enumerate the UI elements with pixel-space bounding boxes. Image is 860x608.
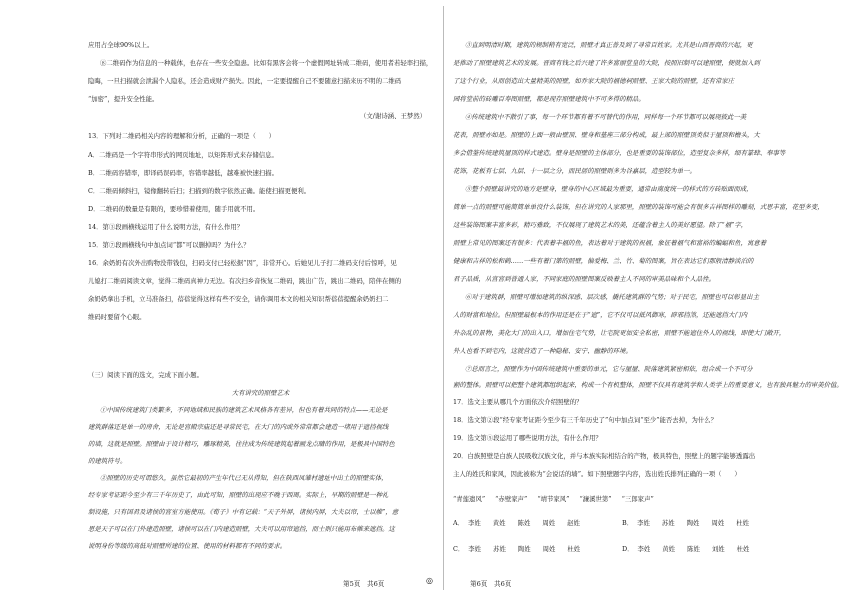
question-16: 维码时要留个心眼。	[88, 313, 146, 321]
article-paragraph: 多会借鉴传统建筑屋顶的样式建造。壁身是照壁的主体部分，也是重要的装饰部位，造型复杂多样，细有篆肆、奉事等	[453, 149, 786, 157]
article-title: 大有讲究的照壁艺术	[231, 389, 290, 397]
question-13: 13．下列对二维码相关内容的理解和分析，正确的一项是（ ）	[88, 132, 276, 140]
article-paragraph: ⑦总而言之，照壁作为中国传统建筑中重要的单元，它与屋屋、院落建筑紧密相依，组合成一个不可分	[465, 365, 753, 373]
source-attribution: （文/谢诗涵、王梦然）	[360, 112, 427, 120]
article-paragraph: 割的整体。照壁可以把整个建筑都组织起来，构成一个有机整体，照壁不仅具有建筑学和人类学上的重要意义，也有独具魅力的审美价值。	[453, 381, 843, 389]
article-paragraph: 花表，照壁亦如是。照壁的上面一般由壁顶、壁身和基座三部分构成，最上部的照壁顶类似于屋顶和檐头，大	[453, 131, 760, 139]
article-paragraph: 君子品质，从宫宫到普通人家，不同家庭的照壁图案反映着主人不同的审美品味和个人品性。	[453, 275, 716, 283]
article-paragraph: 制设施，只有国君及诸侯的宫室方能使用。《荀子》中有记载：“天子外屏，诸侯内屏，大夫以帘，士以帷”，意	[88, 508, 399, 516]
article-paragraph: 是推动了照壁建筑艺术的发展。晋商有钱之后兴建了许多富丽堂皇的大院，按照旧制可以建照壁，便就加入到	[453, 59, 760, 67]
inscription-row	[453, 494, 654, 503]
option-20b: B． 李姓 苏姓 陶姓 周姓 杜姓	[622, 519, 749, 527]
article-paragraph: ⑤整个照壁最讲究的地方是壁身，壁身的中心区域最为重要，通常由南度统一的样式的方砖贴面而成，	[465, 185, 753, 193]
article-paragraph: 人的财富和地位。但照壁最根本的作用还是在于“遮”，它不仅可以抵风御寒，辟邪挡煞，还能遮挡大门内	[453, 311, 748, 319]
option-13d: D．二维码的数量是有限的，要珍惜着使用，随手用就不用。	[88, 205, 260, 213]
question-20: 20．白族照壁是白族人民吸收汉族文化，并与本族实际相结合的产物，极具特色，照壁上的题字能够透露出	[453, 452, 756, 460]
section-heading: （三）阅读下面的选文，完成下面小题。	[88, 371, 204, 379]
article-paragraph: 园将堂前的砖雕百寿图照壁，都是现存照壁建筑中不可多得的精品。	[453, 95, 645, 103]
article-paragraph: 简单一点的照壁可能简简单单没什么装饰，但在讲究的人家那里，照壁的装饰可能会有很多吉祥图样的雕刻，式思丰富，花型多变，	[453, 203, 824, 211]
inscription: “青莲遗风”	[453, 495, 486, 503]
option-13c: C．二维码倾斜扫，镜像翻转后扫；扫描到的数字依然正确。能使扫描更便利。	[88, 187, 311, 195]
article-paragraph: ②照壁的历史可谓悠久，虽然它最初的产生年代已无从得知，但在陕西凤雏村遗址中出土的照壁实体，	[100, 474, 388, 482]
article-paragraph: ①中国传统建筑门类繁多，不同地域和民族的建筑艺术风格各有差异，但也有着共同的特点——无论是	[100, 406, 388, 414]
article-paragraph: 外杂乱的景物，美化大门的出入口，增加住宅气势，让宅院更加安全私密，照壁不能遮住外人的视线，即使大门敞开，	[453, 329, 786, 337]
question-16: 儿媳打二维码阅读文章，觉得二维码真神力无边。有次扫乡音恢复二维码，跳出广告，跳出二维码，陪伴在侧的	[88, 277, 402, 285]
paragraph: 应用占全球90%以上。	[88, 41, 154, 49]
option-20d: D． 李姓 黄姓 陈姓 刘姓 杜姓	[622, 545, 750, 553]
article-paragraph: 说明身份等级的高低对照壁所建的位置、使用的材料都有不同的要求。	[88, 542, 287, 550]
option-13a: A．二维码是一个字符串形式的网页地址，以矩阵形式来存储信息。	[88, 151, 278, 159]
article-paragraph: 健康和吉祥的松和鹤……一些有着门第的照壁，偏爱梅、兰、竹、菊的图案，旨在表达它们那般清静淡泊的	[453, 257, 754, 265]
question-15: 15．第⑦段画横线句中加点词“都”可以删掉吗？为什么？	[88, 241, 250, 249]
option-20c: C． 李姓 苏姓 陶姓 周姓 杜姓	[453, 545, 581, 553]
article-paragraph: ③直到明清时期，建筑的规制稍有宽泛，照壁才真正普及到了寻常百姓家。尤其是山西晋商的兴起，更	[465, 41, 753, 49]
paragraph: ⑧二维码作为信息的一种载体，也存在一些安全隐患。比如有黑客会将一个虚假网址转成二维码，使用者若轻率扫描，	[100, 59, 433, 67]
question-20: 主人的姓氏和家风，因此被称为“会说话的墙”。如下照壁题字内容，选出姓氏排列正确的一项（ ）	[453, 470, 741, 478]
inscription: “濂溪世第”	[579, 495, 612, 503]
paragraph: 隐晦，一旦扫描就会泄漏个人隐私，还会造成财产损失。因此，一定要提醒自己不要随意扫描来历不明的二维码	[88, 77, 402, 85]
article-paragraph: ④传统建筑中不散引了事，每一个环节都有着不可替代的作用，同样每一个环节都可以展现彼此一美	[465, 113, 747, 121]
question-18: 18．选文第②段“经专家考证距今至少有三千年历史了”句中加点词“至少”能否去掉，为什么？	[453, 416, 718, 424]
article-paragraph: 了这个行业，从而创造出大量精美的照壁，如乔家大院的福德祠照壁、王家大院的照壁，还有常家庄	[453, 77, 735, 85]
article-paragraph: 的墙，这就是照壁。照壁由于设计精巧，雕琢精美，往往成为传统建筑起着画龙点睛的作用，是极具中国特色	[88, 440, 395, 448]
article-paragraph: 建筑群落还是单一的房舍，无论是宫殿宗庙还是寻常民宅，在大门的内或外常常都会建造一堵用于遮挡视线	[88, 423, 389, 431]
inscription: “赤壁家声”	[495, 495, 528, 503]
article-paragraph: 花饰，花板有七层、九层、十一层之分，而民居的照壁则多为谷嘉层，造型较为单一。	[453, 167, 696, 175]
article-paragraph: ⑥对于建筑群，照壁可增加建筑的纵深感、层次感，撬托建筑群的气势；对于民宅，照壁也可以彰显出主	[465, 293, 759, 301]
paragraph: “加密”，提升安全性能。	[88, 95, 159, 103]
question-17: 17．选文主要从哪几个方面依次介绍照壁的？	[453, 398, 583, 406]
article-paragraph: 外人也看不到宅内，这就营造了一种隐秘、安宁、幽静的环境。	[453, 347, 632, 355]
column-divider	[443, 6, 444, 590]
question-16: 余奶奶拿出手机，立马准备扫，蓓蓓觉得这样有些不安全，请你调用本文的相关知识帮蓓蓓提醒余奶奶扫二	[88, 295, 389, 303]
option-13b: B．二维码容错率，即译码误码率，容错率越低，越难被快速扫描。	[88, 169, 279, 177]
page-number-left: 第5页 共6页	[343, 580, 385, 588]
question-19: 19．选文第⑤段运用了哪些说明方法，有什么作用？	[453, 434, 602, 442]
article-paragraph: 思是天子可以在门外建造照壁，诸侯可以在门内建造照壁，大夫可以用帘遮挡，而士则只能用布帷来遮挡。这	[88, 525, 395, 533]
question-16: 16．余奶奶有次外出购物没带钱包，扫码支付已轻松据“因”，非常开心。后她见儿子打二维码支付后惊呼，见	[88, 259, 397, 267]
article-paragraph: 这些装饰图案丰富多彩，精巧雅致，不仅展现了建筑艺术的美，还蕴含着主人的美好愿望。除了“福”字，	[453, 221, 748, 229]
inscription: “靖节家风”	[537, 495, 570, 503]
article-paragraph: 经专家考证距今至少有三千年历史了，由此可知，照壁的出现应不晚于西周。实际上，早期的照壁是一种礼	[88, 491, 389, 499]
page-number-right: 第6页 共6页	[470, 580, 512, 588]
inscription: “三郎家声”	[621, 495, 654, 503]
article-paragraph: 照壁上常见的图案还有很多：代表着丰福的鱼，表达着对于建筑的祝福，象征着福气和富裕的蝙蝠和鱼，寓意着	[453, 239, 767, 247]
article-paragraph: 的建筑符号。	[88, 457, 127, 465]
question-14: 14．第③段画横线运用了什么说明方法，有什么作用？	[88, 223, 244, 231]
center-mark-icon: ◎	[426, 576, 433, 585]
option-20a: A． 李姓 黄姓 陈姓 周姓 赵姓	[453, 519, 580, 527]
